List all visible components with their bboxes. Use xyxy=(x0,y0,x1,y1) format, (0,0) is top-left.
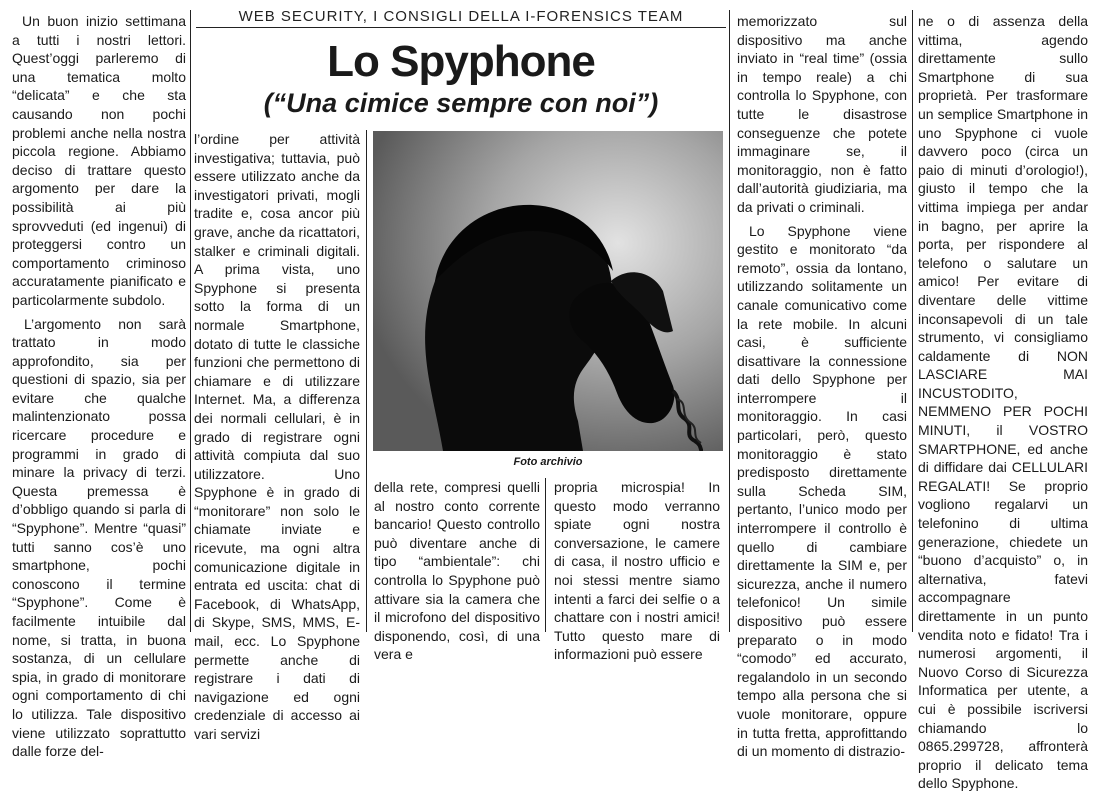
article-subtitle: (“Una cimice sempre con noi”) xyxy=(263,88,659,118)
photo-caption: Foto archivio xyxy=(513,456,583,468)
col1-paragraph-2: L’argomento non sarà trattato in modo approfondito, sia per questioni di spazio, sia per evitare che qualche malintenzionato possa ricercare procedure e programmi in grado di minare la privacy di terzi. Questa premessa è d’obbligo quando si parla di “Spyphone”. Mentre “quasi” tutti sanno cos’è uno smartphone, pochi conoscono il termine “Spyphone”. Come è facilmente intuibile dal nome, si tratta, in buona sostanza, di un cellulare spia, in grado di monitorare ogni comportamento di chi lo utilizza. Tale dispositivo viene utilizzato soprattutto dalle forze del- xyxy=(12,315,186,760)
article-title: Lo Spyphone xyxy=(327,37,595,86)
col5-paragraph-2: Lo Spyphone viene gestito e monitorato “da remoto”, ossia da lontano, utilizzando solitamente un canale comunicativo come la rete mobile. In alcuni casi, è sufficiente disattivare la connessione dati dello Spyphone per interrompere il monitoraggio. In casi particolari, però, questo monitoraggio è stato predisposto direttamente sulla Scheda SIM, pertanto, l’unico modo per interrompere il controllo è quello di cambiare direttamente la SIM e, per sicurezza, anche il numero telefonico! Un simile dispositivo può essere preparato o in modo “comodo” ed accurato, regalandolo in un secondo tempo alla persona che si vuole monitorare, oppure in tutta fretta, approfittando di un momento di distrazio- xyxy=(737,222,907,760)
col5-paragraph-1: memorizzato sul dispositivo ma anche inviato in “real time” (ossia in tempo reale) a chi controlla lo Spyphone, con tutte le disastrose conseguenze che potete immaginare se, il monitoraggio, non è fatto dall’autorità giudiziaria, ma da privati o criminali. xyxy=(737,13,907,215)
column-3 xyxy=(374,478,540,664)
col2-paragraph-1: l’ordine per attività investigativa; tuttavia, può essere utilizzato anche da investigatori privati, mogli tradite e, cosa ancor più grave, anche da ricattatori, stalker e criminali digitali. A prima vista, uno Spyphone si presenta sotto la forma di un normale Smartphone, dotato di tutte le classiche funzioni che permettono di chiamare e di utilizzare Internet. Ma, a differenza dei normali cellulari, è in grado di registrare ogni attività compiuta dal suo utilizzatore. Uno Spyphone è in grado di “monitorare” non solo le chiamate inviate e ricevute, ma ogni altra comunicazione digitale in entrata ed uscita: chat di Facebook, di WhatsApp, di Skype, SMS, MMS, E-mail, ecc. Lo Spyphone permette anche di registrare i dati di navigazione ed ogni credenziale di accesso ai vari servizi xyxy=(194,131,360,742)
column-4 xyxy=(554,478,720,664)
column-5 xyxy=(737,12,907,761)
col1-paragraph-1: Un buon inizio settimana a tutti i nostri lettori. Quest’oggi parleremo di una tematica molto “delicata” e che sta causando non pochi problemi anche nella nostra piccola regione. Abbiamo deciso di trattare questo argomento per dare la possibilità ai più sprovveduti (ed ingenui) di proteggersi contro un comportamento criminoso accuratamente pianificato e particolarmente subdolo. xyxy=(12,13,186,308)
article-kicker: WEB SECURITY, I CONSIGLI DELLA I-FORENSICS TEAM xyxy=(196,8,726,28)
silhouette-phone-icon xyxy=(373,131,723,451)
column-1 xyxy=(12,12,186,761)
col6-paragraph-1: ne o di assenza della vittima, agendo direttamente sullo Smartphone di sua proprietà. Per trasformare un semplice Smartphone in uno Spyphone ci vuole davvero poco (circa un paio di minuti d’orologio!), giusto il tempo che la vittima impiega per andar in bagno, per aprire la porta, per rispondere al telefono o salutare un amico! Per evitare di diventare delle vittime inconsapevoli di un tale strumento, vi consigliamo caldamente di NON LASCIARE MAI INCUSTODITO, NEMMENO PER POCHI MINUTI, il VOSTRO SMARTPHONE, ed anche di diffidare dai CELLULARI REGALATI! Se proprio vogliono regalarvi un telefonino di ultima generazione, chiedete un “buono d’acquisto” o, in alternativa, fatevi accompagnare direttamente in un punto vendita noto e fidato! Tra i numerosi argomenti, il Nuovo Corso di Sicurezza Informatica per utente, a cui è possibile iscriversi chiamando lo 0865.299728, affronterà proprio il delicato tema dello Spyphone. xyxy=(918,13,1088,792)
column-divider-4 xyxy=(729,10,730,632)
column-divider-1 xyxy=(190,10,191,632)
column-6 xyxy=(918,12,1088,793)
column-divider-5 xyxy=(912,10,913,632)
article-photo xyxy=(373,131,723,451)
col4-paragraph-1: propria microspia! In questo modo verranno spiate ogni nostra conversazione, le camere di casa, il nostro ufficio e noi stessi mentre siamo intenti a farci dei selfie o a chattare con i nostri amici! Tutto questo mare di informazioni può essere xyxy=(554,479,720,663)
column-divider-3 xyxy=(545,478,546,632)
col3-paragraph-1: della rete, compresi quelli al nostro conto corrente bancario! Questo controllo può diventare anche di tipo “ambientale”: chi controlla lo Spyphone può attivare sia la camera che il microfono del dispositivo disponendo, così, di una vera e xyxy=(374,479,540,663)
column-2 xyxy=(194,130,360,744)
column-divider-2 xyxy=(366,130,367,632)
